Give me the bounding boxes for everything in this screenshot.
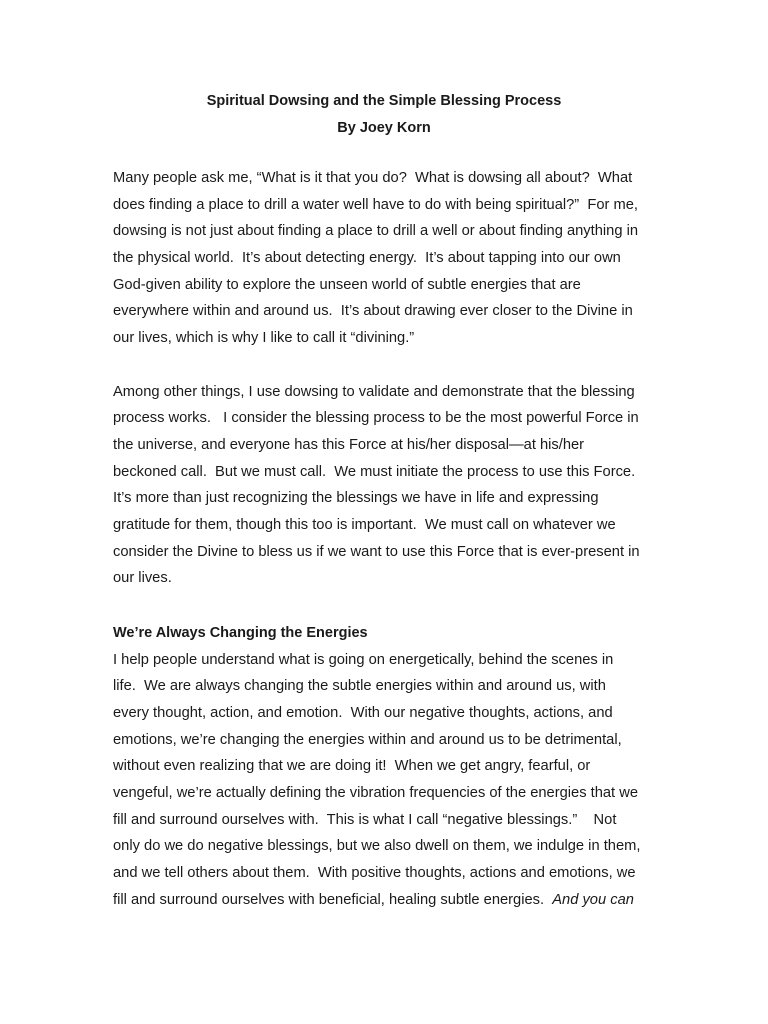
paragraph-2-line: the universe, and everyone has this Force at his/her disposal—at his/her <box>113 437 585 453</box>
paragraph-1-line: everywhere within and around us. It’s about drawing ever closer to the Divine in <box>113 303 633 319</box>
paragraph-1-line: dowsing is not just about finding a place to drill a well or about finding anything in <box>113 223 638 239</box>
paragraph-3-line: fill and surround ourselves with. This is what I call “negative blessings.” Not <box>113 812 617 828</box>
paragraph-1-line: does finding a place to drill a water well have to do with being spiritual?” For me, <box>113 197 638 213</box>
paragraph-3-last-text: fill and surround ourselves with beneficial, healing subtle energies. <box>113 892 553 908</box>
paragraph-2-line: It’s more than just recognizing the blessings we have in life and expressing <box>113 490 599 506</box>
paragraph-1-line: our lives, which is why I like to call it “divining.” <box>113 330 415 346</box>
paragraph-2-line: Among other things, I use dowsing to validate and demonstrate that the blessing <box>113 384 635 400</box>
paragraph-1-line: Many people ask me, “What is it that you do? What is dowsing all about? What <box>113 170 633 186</box>
paragraph-3-line: and we tell others about them. With positive thoughts, actions and emotions, we <box>113 865 636 881</box>
paragraph-2-line: our lives. <box>113 570 172 586</box>
paragraph-2-line: gratitude for them, though this too is important. We must call on whatever we <box>113 517 616 533</box>
paragraph-3-line: every thought, action, and emotion. With our negative thoughts, actions, and <box>113 705 613 721</box>
paragraph-3-line: emotions, we’re changing the energies within and around us to be detrimental, <box>113 732 622 748</box>
paragraph-3-last-italic: And you can <box>552 892 634 908</box>
paragraph-2-line: consider the Divine to bless us if we want to use this Force that is ever-present in <box>113 544 640 560</box>
paragraph-3-line: without even realizing that we are doing it! When we get angry, fearful, or <box>113 758 591 774</box>
paragraph-1-line: God-given ability to explore the unseen world of subtle energies that are <box>113 277 581 293</box>
paragraph-3-line: life. We are always changing the subtle energies within and around us, with <box>113 678 606 694</box>
document-title: Spiritual Dowsing and the Simple Blessing Process <box>206 93 562 109</box>
paragraph-3-line-last <box>113 890 634 910</box>
paragraph-3-line: only do we do negative blessings, but we also dwell on them, we indulge in them, <box>113 838 641 854</box>
paragraph-2-line: process works. I consider the blessing process to be the most powerful Force in <box>113 410 639 426</box>
paragraph-1-line: the physical world. It’s about detecting energy. It’s about tapping into our own <box>113 250 621 266</box>
paragraph-3-line: vengeful, we’re actually defining the vibration frequencies of the energies that we <box>113 785 638 801</box>
document-author: By Joey Korn <box>337 120 431 136</box>
section-heading: We’re Always Changing the Energies <box>113 625 368 641</box>
paragraph-3-line: I help people understand what is going on energetically, behind the scenes in <box>113 652 614 668</box>
paragraph-2-line: beckoned call. But we must call. We must initiate the process to use this Force. <box>113 464 636 480</box>
